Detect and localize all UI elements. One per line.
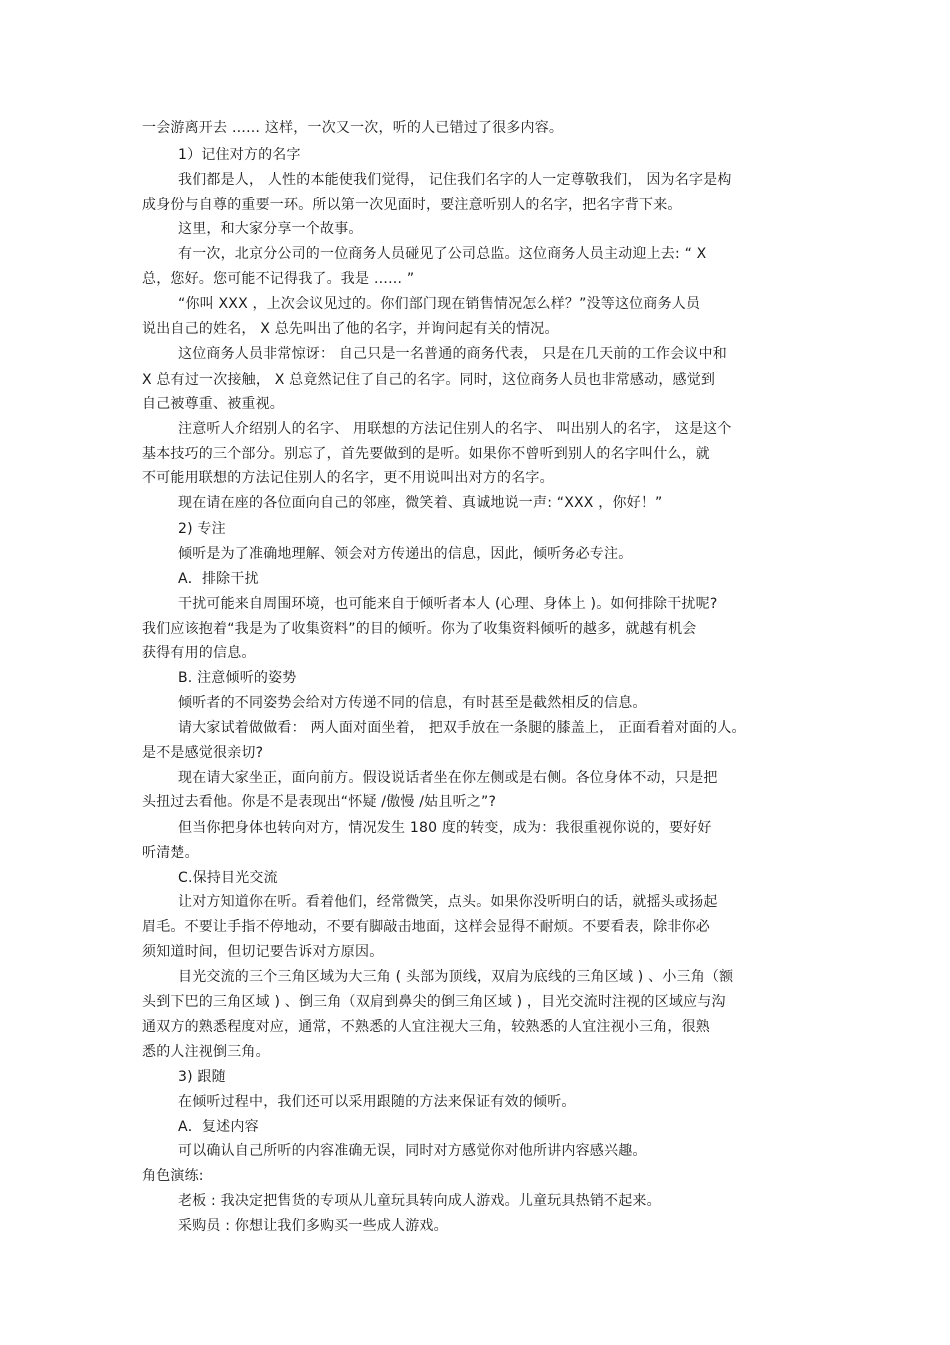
text-line: 现在请在座的各位面向自己的邻座，微笑着、真诚地说一声: “XXX ，你好！” — [178, 495, 663, 511]
dialogue-line: 采购员 : 你想让我们多购买一些成人游戏。 — [178, 1218, 448, 1234]
section-heading: 1）记住对方的名字 — [178, 147, 301, 163]
section-heading: 2) 专注 — [178, 521, 226, 537]
text-line: 注意听人介绍别人的名字、 用联想的方法记住别人的名字、 叫出别人的名字， 这是这个 — [178, 421, 732, 437]
text-line: 干扰可能来自周围环境，也可能来自于倾听者本人 (心理、身体上 )。如何排除干扰呢? — [178, 596, 718, 612]
text-line: 眉毛。不要让手指不停地动，不要有脚敲击地面，这样会显得不耐烦。不要看表，除非你必 — [142, 919, 710, 935]
text-line: 听清楚。 — [142, 845, 199, 861]
text-line: 获得有用的信息。 — [142, 645, 256, 661]
text-line: 说出自己的姓名， X 总先叫出了他的名字，并询问起有关的情况。 — [142, 321, 559, 337]
text-line: 基本技巧的三个部分。别忘了，首先要做到的是听。如果你不曾听到别人的名字叫什么，就 — [142, 446, 710, 462]
text-line: 须知道时间，但切记要告诉对方原因。 — [142, 944, 384, 960]
text-line: 头到下巴的三角区域 ) 、倒三角（双肩到鼻尖的倒三角区域 ) ，目光交流时注视的区域应与沟 — [142, 994, 726, 1010]
text-line: 但当你把身体也转向对方，情况发生 180 度的转变，成为：我很重视你说的，要好好 — [178, 820, 712, 836]
subsection-heading: B. 注意倾听的姿势 — [178, 670, 297, 686]
text-line: 总，您好。您可能不记得我了。我是 …… ” — [142, 271, 415, 287]
text-line: X 总有过一次接触， X 总竟然记住了自己的名字。同时，这位商务人员也非常感动，感觉到 — [142, 372, 716, 388]
text-line: 现在请大家坐正，面向前方。假设说话者坐在你左侧或是右侧。各位身体不动，只是把 — [178, 770, 718, 786]
text-line: 目光交流的三个三角区域为大三角 ( 头部为顶线，双肩为底线的三角区域 ) 、小三角（额 — [178, 969, 734, 985]
text-line: 这里，和大家分享一个故事。 — [178, 221, 363, 237]
text-line: 自己被尊重、被重视。 — [142, 396, 284, 412]
text-line: 头扭过去看他。你是不是表现出“怀疑 /傲慢 /姑且听之”? — [142, 794, 497, 810]
text-line: 悉的人注视倒三角。 — [142, 1044, 270, 1060]
section-heading: 3) 跟随 — [178, 1069, 226, 1085]
subsection-heading: A．排除干扰 — [178, 571, 259, 587]
text-line: 有一次，北京分公司的一位商务人员碰见了公司总监。这位商务人员主动迎上去: “ X — [178, 246, 707, 262]
text-line: 是不是感觉很亲切? — [142, 745, 264, 761]
subsection-heading: A．复述内容 — [178, 1119, 259, 1135]
text-line: 请大家试着做做看： 两人面对面坐着， 把双手放在一条腿的膝盖上， 正面看着对面的人。 — [178, 720, 746, 736]
text-line: 让对方知道你在听。看着他们，经常微笑，点头。如果你没听明白的话，就摇头或扬起 — [178, 894, 718, 910]
text-line: 我们应该抱着“我是为了收集资料”的目的倾听。你为了收集资料倾听的越多，就越有机会 — [142, 621, 697, 637]
text-line: 一会游离开去 …… 这样，一次又一次，听的人已错过了很多内容。 — [142, 120, 564, 136]
subsection-heading: C.保持目光交流 — [178, 870, 278, 886]
text-line: 不可能用联想的方法记住别人的名字，更不用说叫出对方的名字。 — [142, 470, 554, 486]
text-line: 可以确认自己所听的内容准确无误，同时对方感觉你对他所讲内容感兴趣。 — [178, 1143, 647, 1159]
text-line: 这位商务人员非常惊讶： 自己只是一名普通的商务代表， 只是在几天前的工作会议中和 — [178, 346, 727, 362]
text-line: 在倾听过程中，我们还可以采用跟随的方法来保证有效的倾听。 — [178, 1094, 576, 1110]
text-line: 成身份与自尊的重要一环。所以第一次见面时，要注意听别人的名字，把名字背下来。 — [142, 197, 682, 213]
text-line: 倾听者的不同姿势会给对方传递不同的信息，有时甚至是截然相反的信息。 — [178, 695, 647, 711]
text-line: 通双方的熟悉程度对应，通常，不熟悉的人宜注视大三角，较熟悉的人宜注视小三角，很熟 — [142, 1019, 710, 1035]
text-line: 倾听是为了准确地理解、领会对方传递出的信息，因此，倾听务必专注。 — [178, 546, 633, 562]
dialogue-line: 老板 : 我决定把售货的专项从儿童玩具转向成人游戏。儿童玩具热销不起来。 — [178, 1193, 661, 1209]
text-line: 我们都是人， 人性的本能使我们觉得， 记住我们名字的人一定尊敬我们， 因为名字是构 — [178, 172, 732, 188]
text-line: 角色演练: — [142, 1168, 204, 1184]
text-line: “你叫 XXX ，上次会议见过的。你们部门现在销售情况怎么样？”没等这位商务人员 — [178, 296, 701, 312]
